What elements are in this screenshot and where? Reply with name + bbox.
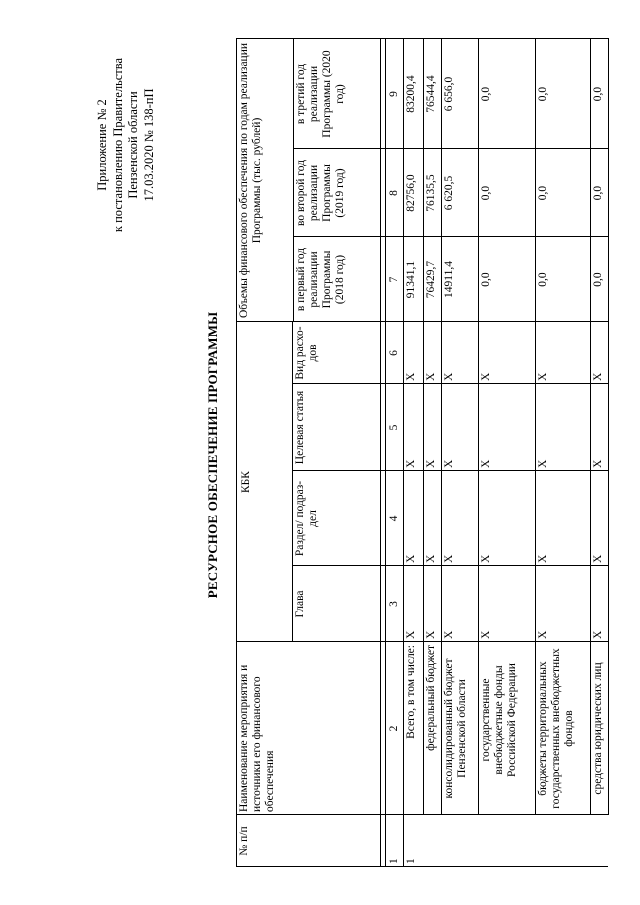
header-year2: во второй год реализации Программы (2019 год) bbox=[295, 160, 346, 226]
row-0-name: Всего, в том числе: bbox=[405, 645, 417, 739]
row-0-razdel: Х bbox=[405, 554, 417, 563]
row-4-vid: Х bbox=[537, 372, 549, 381]
header-name: Наименование мероприятия и источники его финансового обеспечения bbox=[238, 664, 276, 812]
row-4-tselevaya: Х bbox=[537, 459, 549, 468]
header-glava: Глава bbox=[294, 590, 306, 618]
header-tselevaya: Целевая статья bbox=[294, 390, 306, 465]
row-0-y1: 91341,1 bbox=[405, 260, 417, 299]
row-4-glava: Х bbox=[537, 630, 549, 639]
appendix-line-4: 17.03.2020 № 138-пП bbox=[141, 88, 156, 202]
row-1-y3: 76544,4 bbox=[425, 75, 437, 113]
row-2-vid: Х bbox=[443, 372, 455, 381]
row-number: 1 bbox=[405, 858, 417, 864]
row-2-y1: 14911,4 bbox=[443, 261, 455, 298]
row-3-vid: Х bbox=[480, 372, 492, 381]
row-2-y2: 6 620,5 bbox=[443, 175, 455, 211]
appendix-line-2: к постановлению Правительства bbox=[110, 57, 125, 233]
row-2-razdel: Х bbox=[443, 554, 455, 563]
colnum-7: 7 bbox=[387, 276, 400, 283]
header-razdel: Раздел/ подраз- дел bbox=[294, 480, 319, 557]
page-title: РЕСУРСНОЕ ОБЕСПЕЧЕНИЕ ПРОГРАММЫ bbox=[205, 311, 220, 599]
colnum-9: 9 bbox=[387, 91, 400, 97]
row-3-name: государственные внебюджетные фонды Российской Федерации bbox=[480, 663, 518, 777]
row-2-name: консолидированный бюджет Пензенской области bbox=[443, 658, 468, 799]
row-5-y1: 0,0 bbox=[592, 272, 604, 287]
colnum-3: 3 bbox=[387, 601, 400, 607]
row-3-glava: Х bbox=[480, 630, 492, 639]
row-3-y2: 0,0 bbox=[480, 185, 492, 201]
colnum-5: 5 bbox=[387, 424, 400, 431]
row-3-tselevaya: Х bbox=[480, 459, 492, 468]
appendix-line-3: Пензенской области bbox=[126, 91, 140, 199]
header-kbk: КБК bbox=[240, 471, 252, 493]
header-year1: в первый год реализации Программы (2018 год) bbox=[295, 247, 346, 312]
row-1-tselevaya: Х bbox=[425, 459, 437, 468]
row-2-y3: 6 656,0 bbox=[443, 76, 455, 112]
row-5-vid: Х bbox=[592, 372, 604, 381]
colnum-2: 2 bbox=[387, 725, 400, 732]
header-year3: в третий год реализации Программы (2020 год) bbox=[295, 50, 346, 138]
row-4-y1: 0,0 bbox=[537, 272, 549, 287]
row-5-razdel: Х bbox=[592, 554, 604, 563]
row-0-vid: Х bbox=[405, 372, 417, 381]
row-1-razdel: Х bbox=[425, 554, 437, 563]
row-0-y2: 82756,0 bbox=[405, 174, 417, 212]
row-1-vid: Х bbox=[425, 372, 437, 381]
row-5-y2: 0,0 bbox=[592, 185, 604, 201]
row-5-glava: Х bbox=[592, 630, 604, 639]
row-3-y1: 0,0 bbox=[480, 272, 492, 287]
header-vid: Вид расхо- дов bbox=[294, 326, 319, 380]
row-2-glava: Х bbox=[443, 630, 455, 639]
row-3-y3: 0,0 bbox=[480, 86, 492, 102]
header-volumes: Объемы финансового обеспечения по годам реализации Программы (тыс. рублей) bbox=[238, 42, 263, 319]
row-sep-6 bbox=[608, 38, 609, 815]
row-0-y3: 83200,4 bbox=[405, 75, 417, 113]
colnum-6: 6 bbox=[387, 350, 400, 356]
row-5-name: средства юридических лиц bbox=[592, 662, 604, 795]
colnum-4: 4 bbox=[387, 515, 400, 522]
row-4-y3: 0,0 bbox=[537, 86, 549, 102]
row-0-tselevaya: Х bbox=[405, 459, 417, 468]
appendix-line-1: Приложение № 2 bbox=[95, 99, 109, 191]
row-2-tselevaya: Х bbox=[443, 459, 455, 468]
row-1-y1: 76429,7 bbox=[425, 260, 437, 299]
row-0-glava: Х bbox=[405, 630, 417, 639]
row-1-name: федеральный бюджет bbox=[425, 645, 437, 751]
row-5-tselevaya: Х bbox=[592, 459, 604, 468]
row-4-name: бюджеты территориальных государственных внебюджетных фондов bbox=[537, 648, 575, 809]
row-4-razdel: Х bbox=[537, 554, 549, 563]
colnum-8: 8 bbox=[387, 190, 400, 196]
row-1-y2: 76135,5 bbox=[425, 174, 437, 212]
header-num: № п/п bbox=[238, 826, 250, 856]
row-5-y3: 0,0 bbox=[592, 86, 604, 102]
row-4-y2: 0,0 bbox=[537, 185, 549, 201]
colnum-1: 1 bbox=[387, 858, 400, 864]
header-bottom-1 bbox=[380, 38, 381, 867]
row-1-glava: Х bbox=[425, 630, 437, 639]
row-3-razdel: Х bbox=[480, 554, 492, 563]
